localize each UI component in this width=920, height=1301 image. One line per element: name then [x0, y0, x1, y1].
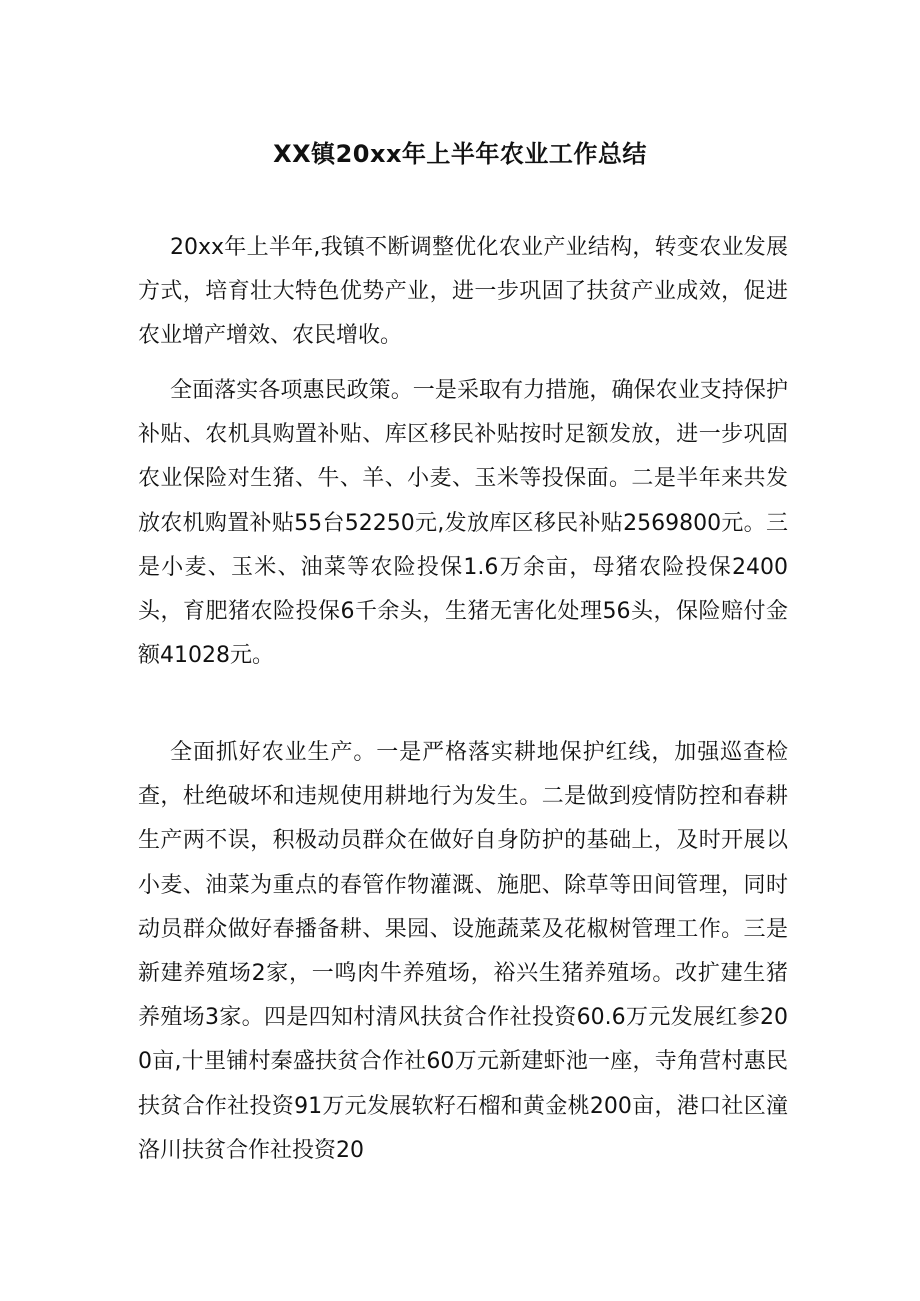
document-title: XX镇20xx年上半年农业工作总结 — [273, 140, 647, 169]
paragraph-production: 全面抓好农业生产。一是严格落实耕地保护红线，加强巡查检查，杜绝破坏和违规使用耕地行为发生。二是做到疫情防控和春耕生产两不误，积极动员群众在做好自身防护的基础上，及时开展以小麦、油菜为重点的春管作物灌溉、施肥、除草等田间管理，同时动员群众做好春播备耕、果园、设施蔬菜及花椒树管理工作。三是新建养殖场2家，一鸣肉牛养殖场，裕兴生猪养殖场。改扩建生猪养殖场3家。四是四知村清风扶贫合作社投资60.6万元发展红参200亩,十里铺村秦盛扶贫合作社60万元新建虾池一座，寺角营村惠民扶贫合作社投资91万元发展软籽石榴和黄金桃200亩，港口社区潼洛川扶贫合作社投资20 — [138, 740, 788, 1163]
paragraph-intro: 20xx年上半年,我镇不断调整优化农业产业结构，转变农业发展方式，培育壮大特色优势产业，进一步巩固了扶贫产业成效，促进农业增产增效、农民增收。 — [138, 235, 788, 349]
paragraph-policy: 全面落实各项惠民政策。一是采取有力措施，确保农业支持保护补贴、农机具购置补贴、库区移民补贴按时足额发放，进一步巩固农业保险对生猪、牛、羊、小麦、玉米等投保面。二是半年来共发放农机购置补贴55台52250元,发放库区移民补贴2569800元。三是小麦、玉米、油菜等农险投保1.6万余亩，母猪农险投保2400头，育肥猪农险投保6千余头，生猪无害化处理56头，保险赔付金额41028元。 — [138, 378, 788, 669]
